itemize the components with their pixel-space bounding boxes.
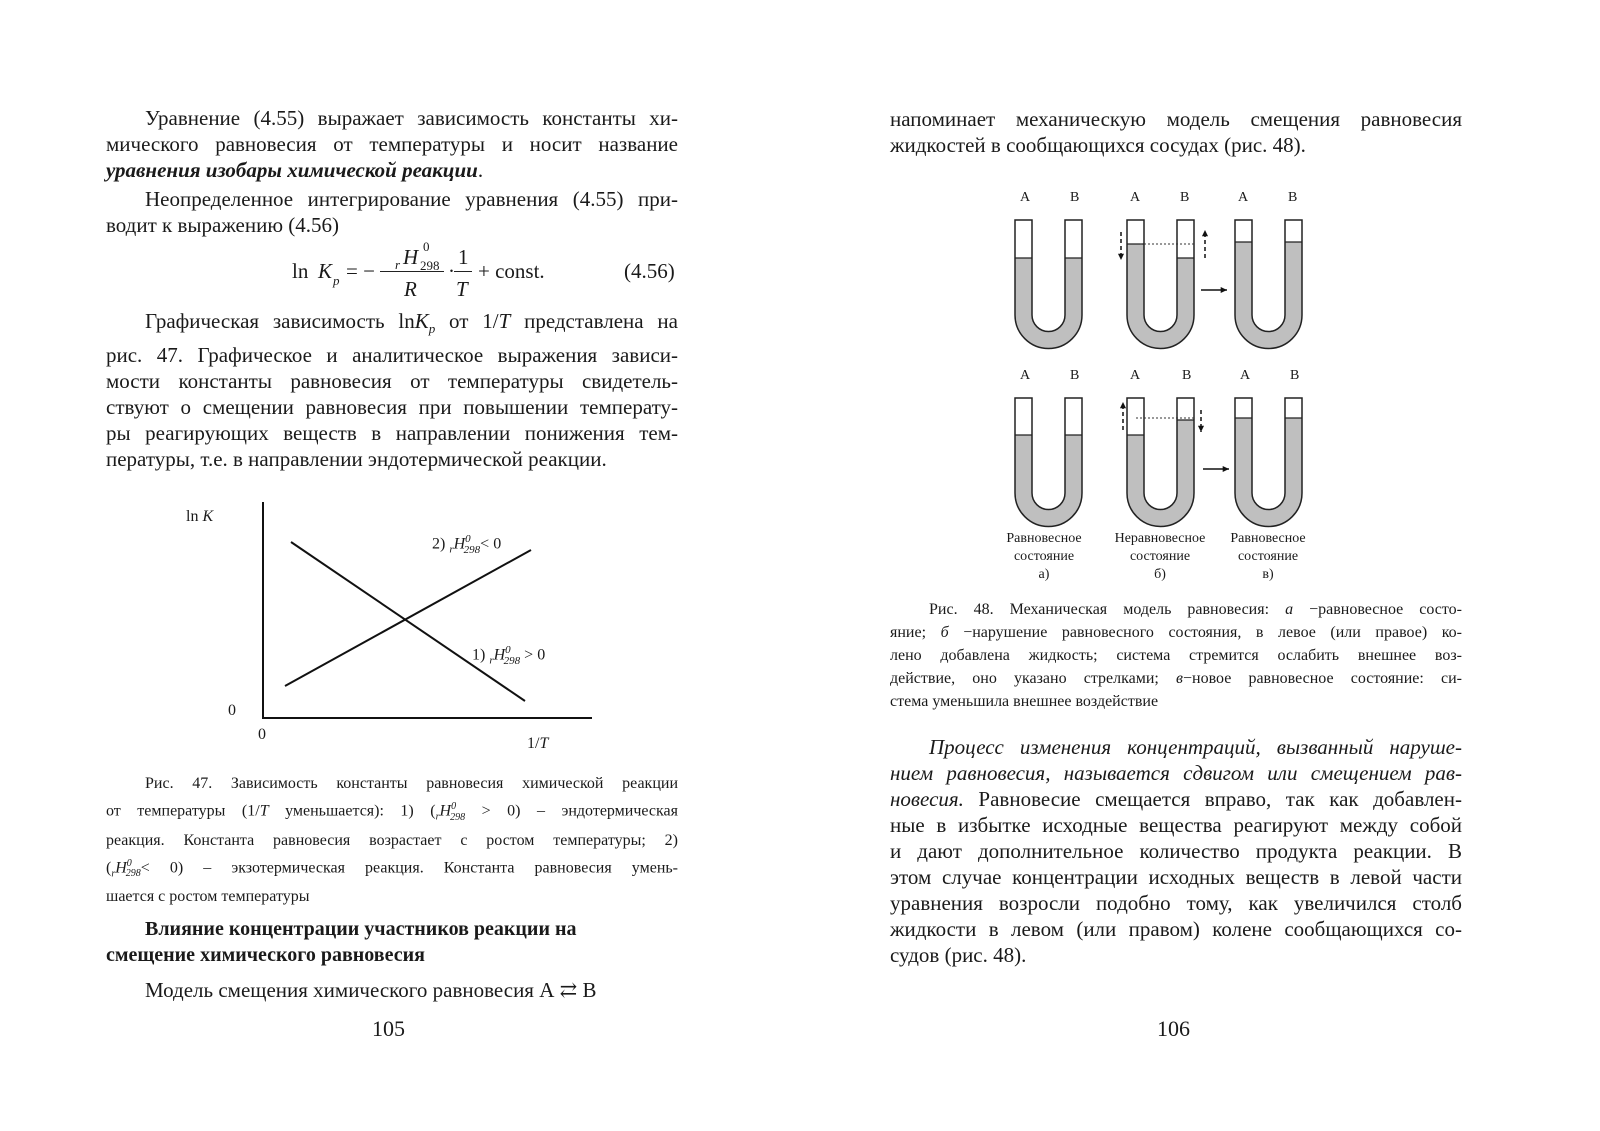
text-fragment: новесия. — [890, 787, 964, 811]
text-fragment: уменьшается): 1) ( — [268, 802, 436, 820]
text-fragment: −равновесное состо- — [1293, 601, 1462, 618]
text-line — [890, 621, 1462, 644]
formula-H: H — [403, 245, 419, 269]
tube-arm-label: B — [1070, 368, 1080, 383]
text-line: этом случае концентрации исходных веществ в левой части — [890, 865, 1462, 889]
text-fragment: K — [202, 508, 214, 525]
page-number: 105 — [372, 1016, 405, 1041]
series-label-2 — [432, 533, 501, 556]
text-fragment: 0 — [505, 644, 511, 656]
text-fragment: Рис. 48. Механическая модель равновесия: — [929, 601, 1286, 618]
page-number: 106 — [1157, 1016, 1190, 1041]
fraction-bar — [380, 271, 444, 272]
text-line: судов (рис. 48). — [890, 943, 1027, 967]
text-line: шается с ростом температуры — [106, 888, 310, 906]
text-fragment: 298 — [503, 654, 521, 667]
arrow-down-left-head — [1118, 254, 1124, 260]
text-line: Рис. 47. Зависимость константы равновесия химической реакции — [145, 775, 678, 792]
text-fragment: p — [428, 321, 436, 337]
text-fragment: ( — [106, 858, 112, 876]
y-axis-label — [186, 508, 213, 526]
text-fragment: H — [493, 646, 506, 664]
text-fragment: Равновесие смещается вправо, так как добавлен- — [963, 787, 1462, 811]
heading-line: смещение химического равновесия — [106, 944, 425, 966]
text-line: пературы, т.е. в направлении эндотермической реакции. — [106, 447, 607, 472]
section-heading — [106, 916, 678, 968]
tube-arm-label: B — [1180, 190, 1190, 205]
tube-1a-fluid — [1015, 258, 1082, 349]
text-line: водит к выражению (4.56) — [106, 213, 340, 237]
text-fragment: б — [940, 624, 949, 641]
text-fragment: 298 — [463, 543, 481, 556]
arrow-up-left-head — [1120, 402, 1126, 408]
text-fragment: T — [259, 802, 269, 820]
text-fragment: −новое равновесное состояние: си- — [1182, 670, 1462, 687]
text-fragment: H — [453, 535, 466, 553]
text-fragment: действие, оно указано стрелками; — [890, 670, 1177, 687]
text-fragment: < 0) – экзотермическая реакция. Константа равновесия умень- — [140, 858, 678, 876]
state-text: состояние — [1237, 549, 1299, 564]
tube-arm-label: A — [1240, 368, 1251, 383]
equation-number: (4.56) — [624, 259, 675, 283]
text-fragment: > 0 — [520, 646, 546, 664]
text-fragment: от температуры (1/ — [106, 802, 260, 820]
u-tube-diagram — [800, 180, 1600, 590]
tube-arm-label: A — [1020, 190, 1031, 205]
text-fragment: 298 — [125, 868, 141, 880]
text-fragment: в — [1176, 670, 1183, 687]
formula-ln: ln — [292, 259, 309, 283]
formula-sub298: 298 — [420, 258, 440, 273]
tube-arm-label: B — [1182, 368, 1192, 383]
text-fragment: представлена на — [510, 309, 678, 333]
text-line: стема уменьшила внешнее воздействие — [890, 693, 1159, 710]
x-origin-label: 0 — [258, 726, 266, 743]
text-fragment: r — [111, 868, 116, 880]
text-fragment: 0 — [465, 533, 471, 545]
text-line — [106, 795, 678, 829]
paragraph-integration — [106, 186, 678, 238]
state-tag: в) — [1262, 567, 1274, 582]
formula-dot: · — [448, 259, 455, 283]
formula-r: r — [395, 257, 401, 272]
text-line — [106, 308, 678, 342]
figure-48-caption — [890, 598, 1462, 713]
text-line: ствуют о смещении равновесия при повышении температу- — [106, 395, 678, 420]
tube-1c-fluid — [1235, 242, 1302, 349]
text-line: реакция. Константа равновесия возрастает с ростом температуры; 2) — [106, 831, 678, 849]
text-fragment: r — [449, 543, 454, 556]
text-fragment: < 0 — [480, 535, 502, 553]
text-fragment: T — [539, 735, 549, 752]
tube-arm-label: A — [1130, 368, 1141, 383]
fraction-bar — [454, 271, 472, 272]
text-line: ры реагирующих веществ в направлении понижения тем- — [106, 421, 678, 446]
text-fragment: r — [489, 654, 494, 667]
arrow-right-head — [1221, 287, 1227, 293]
tube-arm-label: A — [1238, 190, 1249, 205]
paragraph-model: Модель смещения химического равновесия А ⇄ В — [145, 978, 597, 1002]
text-fragment: 298 — [450, 811, 466, 823]
state-tag: а) — [1038, 567, 1050, 582]
formula-T: T — [456, 277, 468, 301]
text-line: мического равновесия от температуры и носит название — [106, 132, 678, 156]
tube-2b-fluid — [1127, 420, 1194, 527]
state-text: Равновесное — [1006, 531, 1082, 546]
text-fragment: 1/ — [527, 735, 540, 752]
text-line: лено добавлена жидкость; система стремится ослабить внешнее воз- — [890, 647, 1462, 664]
text-line — [890, 786, 1462, 812]
text-fragment: 0 — [451, 801, 457, 812]
state-text: состояние — [1129, 549, 1191, 564]
arrow-down-right-head — [1198, 426, 1204, 432]
text-fragment: K — [414, 309, 429, 333]
text-line: уравнения возросли подобно тому, как увеличился столб — [890, 891, 1462, 915]
text-fragment: r — [435, 811, 440, 823]
term-izobara: уравнения изобары химической реакции — [106, 158, 478, 182]
text-line: Процесс изменения концентраций, вызванный наруше- — [929, 735, 1462, 759]
paragraph-continuation — [890, 106, 1462, 158]
series-line-1 — [291, 542, 525, 701]
x-axis-label — [527, 735, 548, 753]
tube-1b-fluid — [1127, 244, 1194, 349]
state-caption-a — [1002, 530, 1086, 584]
formula-plus-const: + const. — [478, 259, 545, 283]
formula-one: 1 — [458, 245, 469, 269]
text-fragment: −нарушение равновесного состояния, в левое (или правое) ко- — [948, 624, 1462, 641]
series-label-1 — [472, 644, 545, 667]
figure-47-chart — [0, 480, 800, 770]
state-tag: б) — [1154, 567, 1166, 582]
paragraph-shift — [890, 734, 1462, 968]
text-fragment: 0 — [126, 857, 132, 869]
text-line: мости константы равновесия от температуры свидетель- — [106, 369, 678, 394]
text-fragment: T — [498, 309, 511, 333]
text-fragment: от 1/ — [435, 309, 499, 333]
formula-4-56 — [0, 239, 800, 305]
tube-arm-label: B — [1288, 190, 1298, 205]
right-page — [800, 0, 1600, 1131]
state-text: состояние — [1013, 549, 1075, 564]
formula-sup0: 0 — [423, 239, 430, 254]
figure-47-caption — [106, 772, 678, 908]
text-fragment: > 0) – эндотермическая — [465, 802, 679, 820]
chart-svg — [0, 480, 800, 770]
text-line: Уравнение (4.55) выражает зависимость константы хи- — [145, 106, 678, 130]
text-line — [890, 598, 1462, 621]
text-line — [890, 667, 1462, 690]
text-line: напоминает механическую модель смещения равновесия — [890, 107, 1462, 131]
text-fragment: H — [439, 802, 452, 820]
text-fragment: Графическая зависимость ln — [145, 309, 415, 333]
text-line: ные в избытке исходные вещества реагируют между собой — [890, 813, 1462, 837]
period: . — [477, 158, 484, 182]
text-line: и дают дополнительное количество продукта реакции. В — [890, 839, 1462, 863]
text-line: нием равновесия, называется сдвигом или смещением рав- — [890, 761, 1462, 785]
state-text: Равновесное — [1230, 531, 1306, 546]
arrow-right-head — [1223, 466, 1229, 472]
state-caption-b — [1108, 530, 1212, 584]
text-line — [106, 157, 678, 183]
paragraph-izobara — [106, 105, 678, 183]
text-line: жидкостей в сообщающихся сосудах (рис. 48). — [890, 133, 1306, 157]
formula-K: K — [318, 259, 333, 283]
formula-R: R — [404, 277, 417, 301]
formula-p: p — [333, 273, 340, 288]
text-line: рис. 47. Графическое и аналитическое выражения зависи- — [106, 343, 678, 368]
text-fragment: 1) — [472, 646, 490, 664]
text-fragment: H — [115, 858, 127, 876]
figure-48-diagram — [800, 180, 1600, 590]
state-caption-c — [1226, 530, 1310, 584]
formula-eq: = − — [346, 259, 375, 283]
heading-line: Влияние концентрации участников реакции на — [145, 918, 577, 940]
arrow-up-right-head — [1202, 230, 1208, 236]
text-fragment: а — [1285, 601, 1294, 618]
text-line — [106, 852, 678, 886]
tube-arm-label: A — [1130, 190, 1141, 205]
state-text: Неравновесное — [1114, 531, 1206, 546]
text-line: жидкости в левом (или правом) колене сообщающихся со- — [890, 917, 1462, 941]
text-fragment: ln — [186, 508, 203, 525]
tube-2a-fluid — [1015, 435, 1082, 527]
tube-arm-label: A — [1020, 368, 1031, 383]
text-fragment: 2) — [432, 535, 450, 553]
y-origin-label: 0 — [228, 702, 236, 719]
text-fragment: яние; — [890, 624, 941, 641]
text-line: Неопределенное интегрирование уравнения (4.55) при- — [145, 187, 678, 211]
paragraph-graphical — [106, 308, 678, 472]
tube-arm-label: B — [1070, 190, 1080, 205]
tube-arm-label: B — [1290, 368, 1300, 383]
